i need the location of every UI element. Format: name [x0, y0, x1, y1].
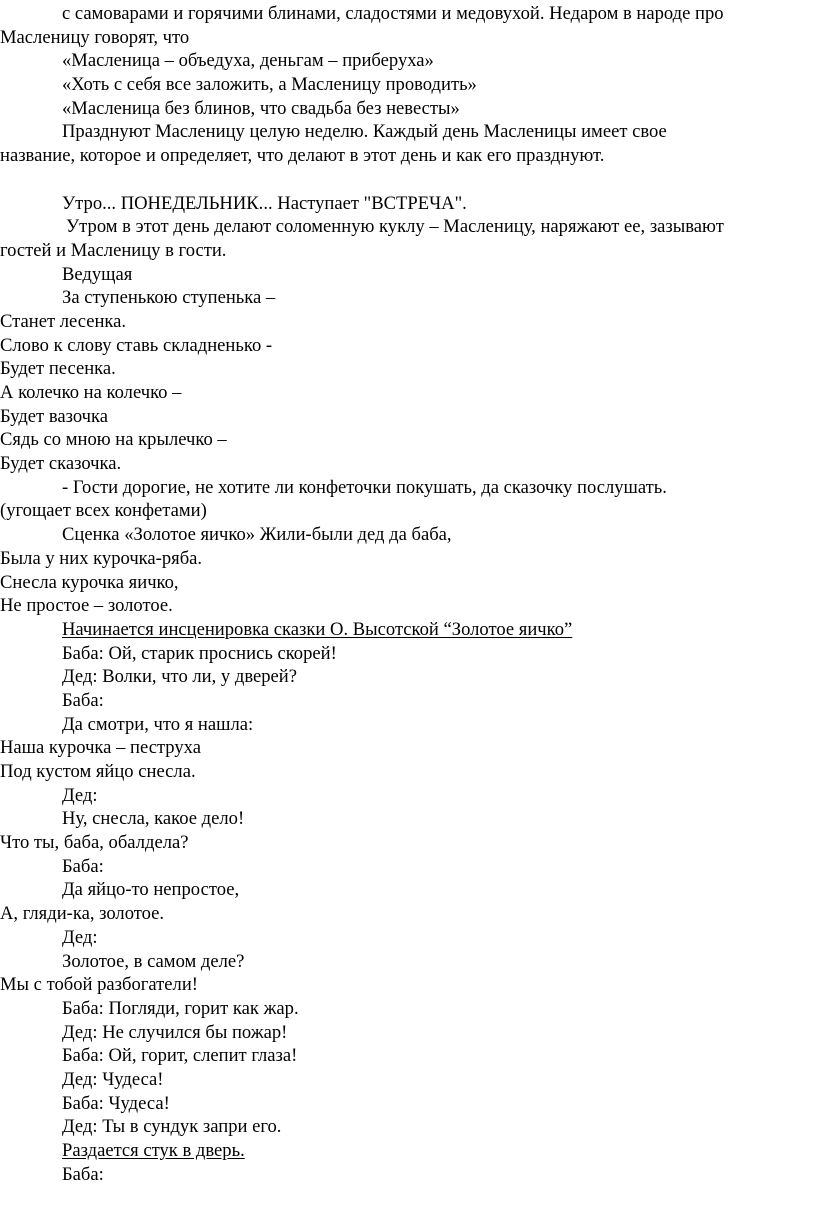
text-line-content: Дед: Не случился бы пожар! [62, 1021, 288, 1043]
text-line [0, 26, 816, 50]
text-line-content: Станет лесенка. [0, 310, 127, 332]
text-line-content: Дед: [62, 784, 98, 806]
text-line [0, 381, 816, 405]
text-line-content: (угощает всех конфетами) [0, 500, 207, 522]
text-line-content: Баба: [62, 1163, 104, 1185]
text-line [0, 902, 816, 926]
text-line [0, 263, 816, 287]
text-line [0, 831, 816, 855]
text-line-content: Будет сказочка. [0, 453, 122, 475]
text-line [0, 2, 816, 26]
text-line [0, 784, 816, 808]
text-line [0, 1021, 816, 1045]
text-line [0, 665, 816, 689]
text-line-content: А, гляди-ка, золотое. [0, 903, 165, 925]
text-line [0, 286, 816, 310]
text-line-content: «Хоть с себя все заложить, а Масленицу проводить» [62, 74, 477, 96]
text-line-content: Да смотри, что я нашла: [62, 713, 254, 735]
text-line [0, 97, 816, 121]
text-line-content: Будет песенка. [0, 358, 116, 380]
text-line [0, 49, 816, 73]
text-line-content: Снесла курочка яичко, [0, 571, 179, 593]
text-line-content: название, которое и определяет, что делают в этот день и как его празднуют. [0, 145, 605, 167]
text-line-content: Наша курочка – пеструха [0, 737, 201, 759]
text-line [0, 807, 816, 831]
text-line-content: Баба: Ой, горит, слепит глаза! [62, 1045, 298, 1067]
text-line-content: Начинается инсценировка сказки О. Высотской “Золотое яичко” [62, 618, 573, 640]
text-line [0, 499, 816, 523]
text-line-content: Утром в этот день делают соломенную куклу – Масленицу, наряжают ее, зазывают [66, 216, 724, 238]
text-line-content: Баба: Ой, старик проснись скорей! [62, 642, 337, 664]
text-line [0, 144, 816, 168]
text-line [0, 878, 816, 902]
text-line [0, 239, 816, 263]
text-line-content: А колечко на колечко – [0, 382, 182, 403]
text-line [0, 760, 816, 784]
text-line [0, 571, 816, 595]
text-line-content: Дед: Волки, что ли, у дверей? [62, 666, 297, 688]
text-line [0, 73, 816, 97]
text-line [0, 215, 816, 239]
text-line-content: Под кустом яйцо снесла. [0, 761, 196, 782]
text-line [0, 1163, 816, 1187]
text-line [0, 689, 816, 713]
text-line [0, 192, 816, 216]
text-line-content: Дед: Чудеса! [62, 1068, 164, 1090]
text-line [0, 1092, 816, 1116]
text-line [0, 997, 816, 1021]
underlined-stage-direction [0, 1139, 816, 1163]
text-line-content: Не простое – золотое. [0, 595, 173, 617]
text-line-content: Дед: Ты в сундук запри его. [62, 1116, 282, 1138]
text-line-content: Сядь со мною на крылечко – [0, 429, 227, 451]
text-line [0, 523, 816, 547]
text-line [0, 1044, 816, 1068]
text-line-content: Мы с тобой разбогатели! [0, 974, 198, 996]
text-line-content: Ну, снесла, какое дело! [62, 808, 245, 830]
text-line-content: гостей и Масленицу в гости. [0, 239, 227, 261]
text-line-content: Да яйцо-то непростое, [62, 879, 240, 901]
text-line-content: Что ты, баба, обалдела? [0, 832, 189, 854]
text-line-content: Баба: Чудеса! [62, 1092, 170, 1114]
text-line [0, 168, 816, 192]
text-line-content: Баба: Погляди, горит как жар. [62, 997, 299, 1019]
text-line-content: Баба: [62, 855, 104, 877]
text-line-content: Раздается стук в дверь. [62, 1140, 245, 1161]
text-line [0, 120, 816, 144]
text-line-content: Масленицу говорят, что [0, 26, 190, 48]
text-line [0, 736, 816, 760]
text-line-content: Будет вазочка [0, 405, 109, 427]
text-line-content: За ступенькою ступенька – [62, 287, 276, 309]
text-line-content: Баба: [62, 689, 104, 711]
text-line [0, 713, 816, 737]
text-line-content: Празднуют Масленицу целую неделю. Каждый день Масленицы имеет свое [62, 121, 667, 143]
text-line-content: Ведущая [62, 263, 133, 285]
text-line-content: Сценка «Золотое яичко» Жили-были дед да баба, [62, 524, 452, 546]
text-line-content: Золотое, в самом деле? [62, 950, 245, 972]
text-line [0, 428, 816, 452]
text-line-content: с самоварами и горячими блинами, сладостями и медовухой. Недаром в народе про [62, 3, 724, 24]
text-line [0, 855, 816, 879]
text-line [0, 405, 816, 429]
text-line-content: Была у них курочка-ряба. [0, 547, 203, 569]
text-line [0, 594, 816, 618]
text-line [0, 547, 816, 571]
text-line [0, 642, 816, 666]
text-line [0, 926, 816, 950]
text-line [0, 1068, 816, 1092]
text-line [0, 357, 816, 381]
text-line-content: «Масленица без блинов, что свадьба без невесты» [62, 97, 460, 119]
text-line [0, 950, 816, 974]
text-line [0, 310, 816, 334]
text-line-content: Дед: [62, 926, 98, 948]
text-line-content: Слово к слову ставь складненько - [0, 334, 273, 356]
text-line-content: Утро... ПОНЕДЕЛЬНИК... Наступает "ВСТРЕЧА". [62, 192, 467, 214]
underlined-stage-direction [0, 618, 816, 642]
text-line [0, 334, 816, 358]
text-line [0, 1115, 816, 1139]
text-line [0, 452, 816, 476]
text-line [0, 973, 816, 997]
text-line-content: «Масленица – объедуха, деньгам – приберуха» [62, 50, 434, 72]
text-line-content: - Гости дорогие, не хотите ли конфеточки покушать, да сказочку послушать. [62, 476, 667, 498]
text-line [0, 476, 816, 500]
